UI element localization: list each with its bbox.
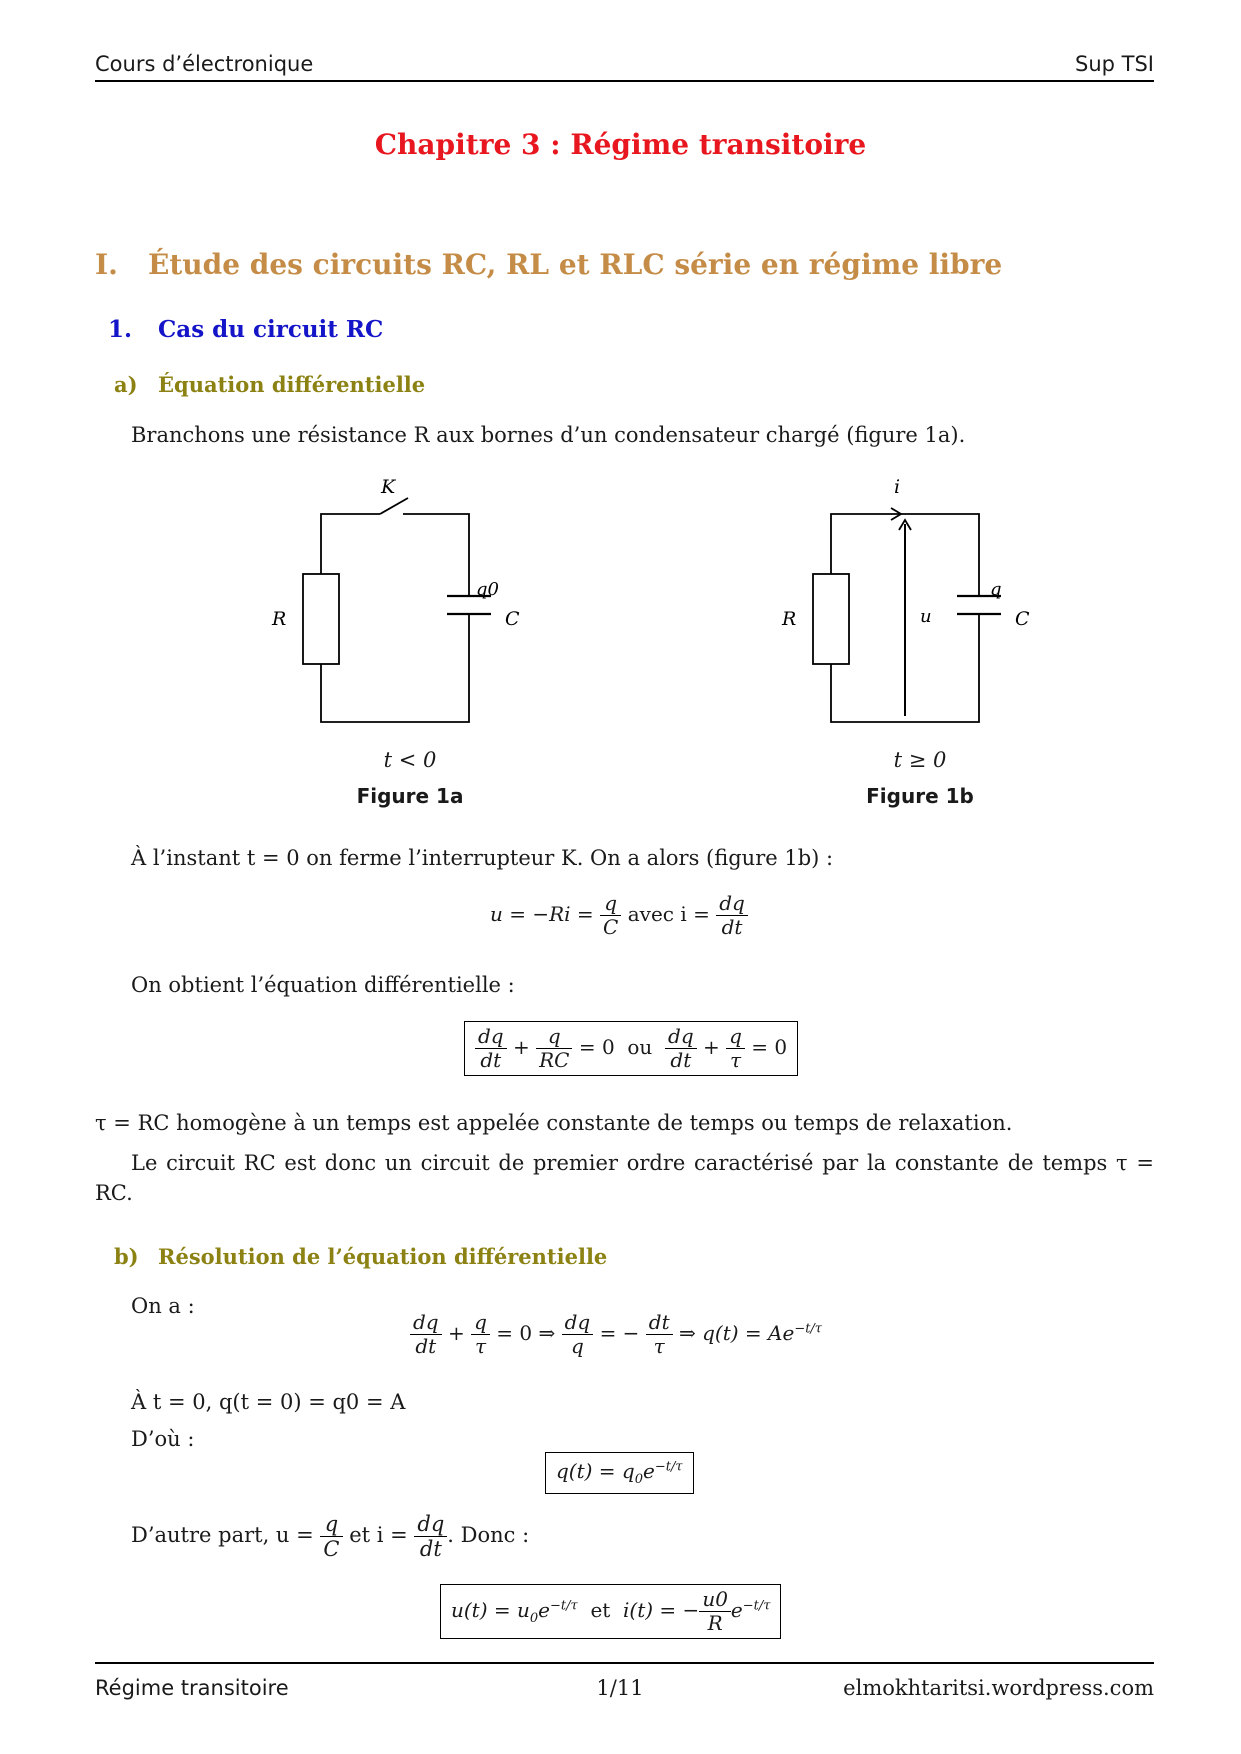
switch-blade bbox=[380, 498, 408, 514]
eq3-plus: + bbox=[447, 1321, 465, 1345]
label-k: K bbox=[381, 476, 396, 498]
other-et: et i = bbox=[349, 1523, 408, 1548]
eq1-frac-q-c: $\frac{q}{C}$ bbox=[600, 892, 621, 939]
eq5-e-2: e bbox=[730, 1598, 743, 1622]
eq2-frac-dq-dt-2: $\frac{dq}{dt}$ bbox=[665, 1025, 697, 1072]
text-diff: On obtient l’équation différentielle : bbox=[131, 973, 515, 997]
text-order: Le circuit RC est donc un circuit de premier ordre caractérisé par la constante de temps τ = RC. bbox=[95, 1151, 1154, 1205]
intro-text: Branchons une résistance R aux bornes d’un condensateur chargé (figure 1a). bbox=[131, 423, 966, 447]
part-b-title: Résolution de l’équation différentielle bbox=[158, 1244, 608, 1269]
label-u: u bbox=[920, 606, 932, 627]
figure-1b-circuit bbox=[760, 470, 1060, 740]
section-title: Étude des circuits RC, RL et RLC série en régime libre bbox=[148, 248, 1003, 281]
eq2-frac-dq-dt: $\frac{dq}{dt}$ bbox=[475, 1025, 507, 1072]
text-switch: À l’instant t = 0 on ferme l’interrupteur K. On a alors (figure 1b) : bbox=[131, 846, 834, 870]
resistor-symbol bbox=[303, 574, 339, 664]
text-other bbox=[131, 1512, 529, 1561]
equation-q-t-boxed bbox=[545, 1452, 694, 1494]
text-dou: D’où : bbox=[131, 1427, 195, 1451]
label-c: C bbox=[1015, 608, 1030, 630]
section-number: I. bbox=[95, 248, 118, 281]
equation-u-i-boxed bbox=[440, 1584, 781, 1639]
chapter-title: Chapitre 3 : Régime transitoire bbox=[374, 128, 867, 161]
subsection-title: Cas du circuit RC bbox=[158, 316, 384, 343]
eq5-sub: 0 bbox=[529, 1611, 539, 1626]
eq4-base: q(t) = q bbox=[556, 1459, 635, 1483]
footer-right: elmokhtaritsi.wordpress.com bbox=[843, 1676, 1154, 1700]
eq1-lhs: u = −Ri = bbox=[490, 902, 594, 926]
eq3-frac-dq-dt: $\frac{dq}{dt}$ bbox=[410, 1311, 442, 1358]
eq5-et: et bbox=[590, 1598, 611, 1622]
eq4-e: e bbox=[643, 1459, 655, 1483]
subsection-number: 1. bbox=[108, 316, 133, 343]
text-init: À t = 0, q(t = 0) = q0 = A bbox=[131, 1390, 406, 1414]
label-q0: q0 bbox=[476, 579, 499, 600]
fig1a-condition: t < 0 bbox=[383, 748, 437, 772]
footer-rule bbox=[95, 1662, 1154, 1664]
wire-right-top bbox=[403, 514, 469, 596]
eq3-tail: ⇒ q(t) = Ae bbox=[679, 1321, 795, 1345]
eq3-frac-q-tau: $\frac{q}{\tau}$ bbox=[471, 1311, 490, 1358]
text-tau: τ = RC homogène à un temps est appelée constante de temps ou temps de relaxation. bbox=[95, 1111, 1013, 1135]
eq5-i: i(t) = − bbox=[623, 1598, 700, 1622]
eq5-exponent-1: −t/τ bbox=[550, 1598, 578, 1614]
eq2-plus-2: + bbox=[703, 1035, 720, 1059]
other-frac-q-c: $\frac{q}{C}$ bbox=[320, 1512, 342, 1561]
label-q: q bbox=[990, 579, 1002, 600]
eq2-frac-q-tau: $\frac{q}{\tau}$ bbox=[726, 1025, 745, 1072]
eq5-e: e bbox=[538, 1598, 551, 1622]
eq2-plus-1: + bbox=[512, 1035, 530, 1059]
equation-u-ri bbox=[490, 892, 748, 939]
label-r: R bbox=[782, 608, 797, 630]
part-b-label: b) bbox=[114, 1244, 139, 1269]
eq4-sub: 0 bbox=[634, 1472, 644, 1487]
label-r: R bbox=[272, 608, 287, 630]
fig1b-caption: Figure 1b bbox=[866, 784, 974, 808]
label-i: i bbox=[894, 476, 901, 498]
header-rule bbox=[95, 80, 1154, 82]
eq5-u: u(t) = u bbox=[451, 1598, 530, 1622]
eq5-frac-u0-r: $\frac{u0}{R}$ bbox=[699, 1588, 731, 1635]
eq2-frac-q-rc: $\frac{q}{RC}$ bbox=[536, 1025, 572, 1072]
eq5-exponent-2: −t/τ bbox=[742, 1598, 771, 1614]
eq4-exponent: −t/τ bbox=[654, 1459, 683, 1475]
fig1b-condition: t ≥ 0 bbox=[893, 748, 947, 772]
wire-bottom bbox=[321, 614, 469, 722]
part-a-title: Équation différentielle bbox=[158, 372, 426, 397]
header-left: Cours d’électronique bbox=[95, 52, 314, 76]
other-pre: D’autre part, u = bbox=[131, 1523, 314, 1548]
eq1-frac-dq-dt: $\frac{dq}{dt}$ bbox=[716, 892, 748, 939]
fig1a-caption: Figure 1a bbox=[356, 784, 464, 808]
equation-differential-boxed bbox=[464, 1021, 798, 1076]
other-frac-dq-dt: $\frac{dq}{dt}$ bbox=[414, 1512, 447, 1561]
eq2-eq0-2: = 0 bbox=[751, 1035, 788, 1059]
eq3-frac-dq-q: $\frac{dq}{q}$ bbox=[562, 1311, 594, 1358]
eq3-imp1: = 0 ⇒ bbox=[496, 1321, 556, 1345]
eq3-eqm: = − bbox=[599, 1321, 640, 1345]
equation-resolution bbox=[410, 1311, 822, 1358]
footer-left: Régime transitoire bbox=[95, 1676, 289, 1700]
figure-1a-circuit bbox=[250, 470, 540, 740]
eq2-ou: ou bbox=[627, 1035, 653, 1059]
header-right: Sup TSI bbox=[1075, 52, 1154, 76]
other-post: . Donc : bbox=[447, 1523, 530, 1548]
resistor-symbol bbox=[813, 574, 849, 664]
part-a-label: a) bbox=[114, 372, 138, 397]
eq2-eq0-1: = 0 bbox=[578, 1035, 615, 1059]
label-c: C bbox=[505, 608, 520, 630]
eq3-exponent: −t/τ bbox=[794, 1321, 823, 1337]
text-on-a: On a : bbox=[131, 1294, 195, 1318]
eq1-mid: avec i = bbox=[627, 902, 710, 926]
eq3-frac-dt-tau: $\frac{dt}{\tau}$ bbox=[646, 1311, 673, 1358]
footer-page: 1/11 bbox=[596, 1676, 644, 1700]
